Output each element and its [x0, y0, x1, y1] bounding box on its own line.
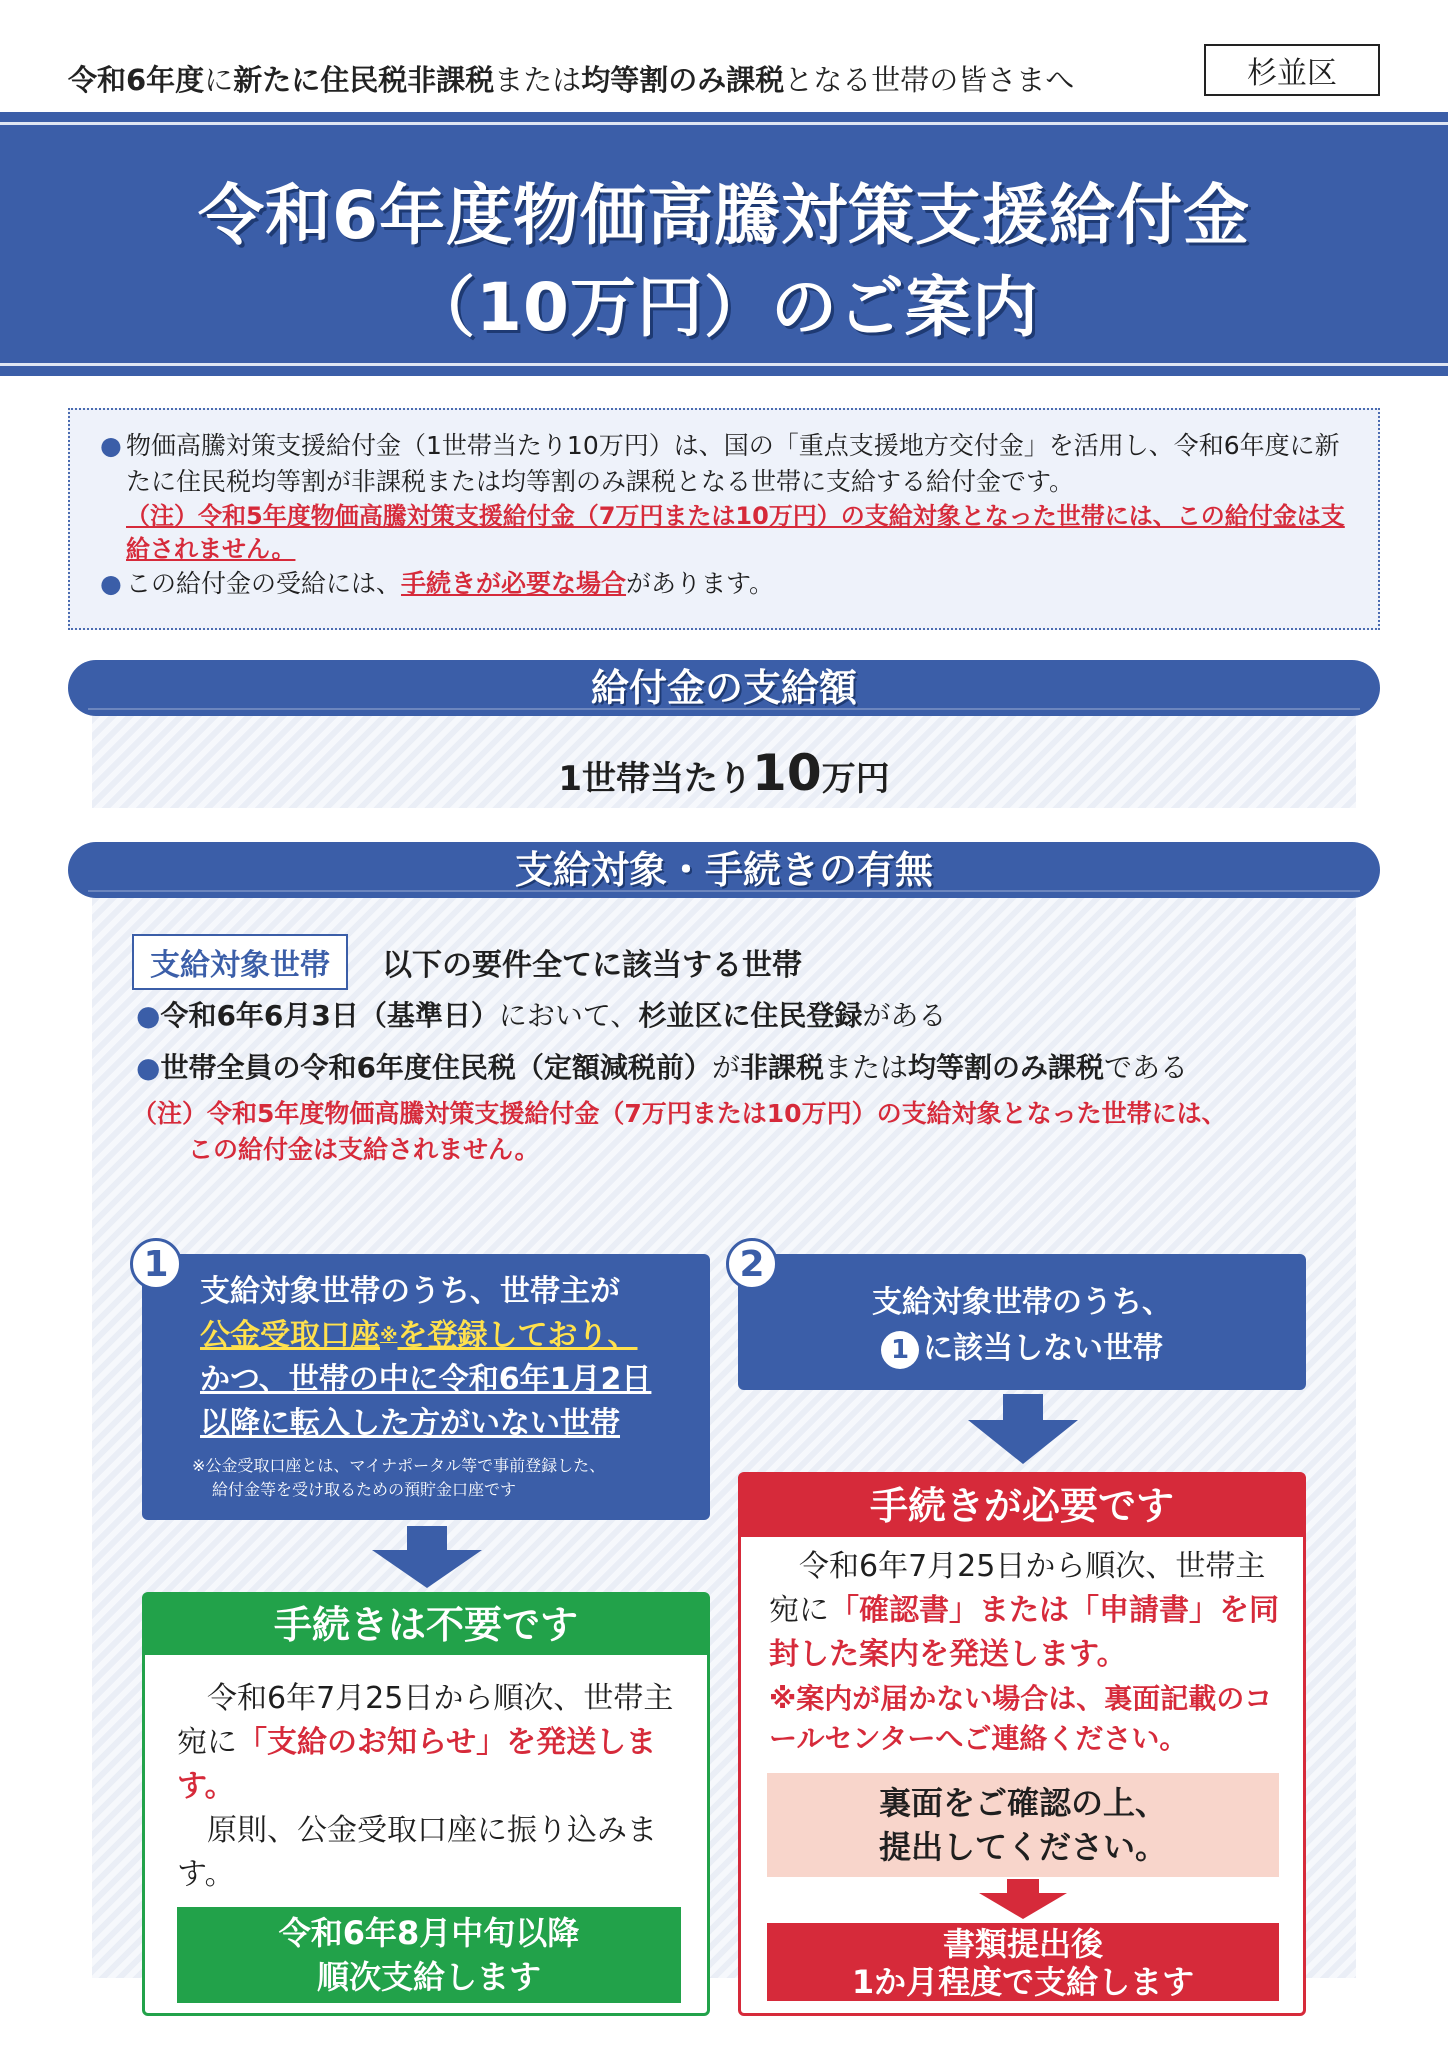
- case-2-line-2: に該当しない世帯: [923, 1331, 1163, 1366]
- bullet-icon: ●: [136, 1051, 161, 1084]
- case-1-line-2: を登録しており、: [397, 1318, 638, 1353]
- condition-2: [136, 1046, 1188, 1086]
- audience-bold-3: 均等割のみ課税: [581, 63, 785, 97]
- case-2-line-1: 支給対象世帯のうち、: [872, 1285, 1172, 1320]
- intro-text-2a: この給付金の受給には、: [126, 569, 402, 598]
- audience-bold-2: 新たに住民税非課税: [233, 63, 495, 97]
- cond1-end: がある: [862, 999, 947, 1032]
- intro-text-2b: があります。: [626, 569, 775, 598]
- procedure-text-1: 令和6年7月25日から順次、世帯主宛に: [769, 1549, 1266, 1628]
- target-note-line-1: （注）令和5年度物価高騰対策支援給付金（7万円または10万円）の支給対象となった世帯には、: [132, 1099, 1227, 1128]
- intro-paragraph-1: [100, 428, 1358, 500]
- intro-paragraph-2: [100, 566, 1358, 602]
- peach-line-2: 提出してください。: [878, 1828, 1167, 1866]
- payment-notice-highlight: 「支給のお知らせ」を発送します。: [177, 1725, 657, 1804]
- case-2-number: 2: [726, 1238, 778, 1290]
- case-1-number: 1: [130, 1238, 182, 1290]
- amount-panel: [92, 716, 1356, 808]
- cond2-ga: が: [711, 1051, 740, 1084]
- case-1-line-4: 以降に転入した方がいない世帯: [200, 1406, 620, 1441]
- public-account-highlight: 公金受取口座: [200, 1318, 380, 1353]
- title-line-2: （10万円）のご案内: [409, 269, 1039, 346]
- no-procedure-box: [142, 1592, 710, 2016]
- cond2-end: である: [1104, 1051, 1189, 1084]
- cond2-or: または: [823, 1051, 908, 1084]
- case-1-text: [200, 1270, 651, 1446]
- check-back-box: [767, 1773, 1279, 1877]
- bullet-icon: ●: [100, 569, 122, 598]
- procedure-required-box: [738, 1472, 1306, 2016]
- target-tag: 支給対象世帯: [132, 934, 348, 990]
- audience-line: [68, 58, 1074, 99]
- audience-thin-2: または: [494, 63, 582, 97]
- amount-value: 10: [752, 744, 822, 802]
- procedure-required-highlight: 手続きが必要な場合: [401, 569, 627, 598]
- peach-line-1: 裏面をご確認の上、: [878, 1784, 1167, 1822]
- case-1-line-3: かつ、世帯の中に令和6年1月2日: [200, 1362, 652, 1397]
- case-2-box: [738, 1254, 1306, 1390]
- red-foot-line-2: 1か月程度で支給します: [851, 1963, 1195, 2001]
- case-1-footnote: [192, 1454, 605, 1502]
- document-highlight: 「確認書」または「申請書」を同封した案内を発送します。: [769, 1593, 1279, 1672]
- target-panel: [92, 898, 1356, 2001]
- case-1-box: [142, 1254, 710, 1520]
- title-banner: [0, 112, 1448, 376]
- case-1-reference: 1: [881, 1331, 919, 1369]
- no-procedure-text-2: 原則、公金受取口座に振り込みます。: [177, 1813, 657, 1892]
- amount-heading: 給付金の支給額: [68, 660, 1380, 716]
- amount-prefix: 1世帯当たり: [558, 759, 753, 799]
- target-heading: 支給対象・手続きの有無: [68, 842, 1380, 898]
- condition-1: [136, 994, 946, 1034]
- target-note-line-2: この給付金は支給されません。: [188, 1135, 540, 1164]
- audience-thin-1: に: [204, 63, 234, 97]
- bullet-icon: ●: [100, 431, 122, 460]
- audience-thin-3: となる世帯の皆さまへ: [784, 63, 1075, 97]
- case-1-line-1: 支給対象世帯のうち、世帯主が: [200, 1274, 620, 1309]
- procedure-required-body: [769, 1545, 1289, 1677]
- cond1-text: において、: [498, 999, 639, 1032]
- case-2-text: [738, 1280, 1306, 1372]
- bullet-icon: ●: [136, 999, 161, 1032]
- intro-box: [68, 408, 1380, 630]
- amount-text: [92, 744, 1356, 802]
- cond2-household: 世帯全員の令和6年度住民税（定額減税前）: [160, 1051, 712, 1084]
- footnote-line-2: 給付金等を受け取るための預貯金口座です: [212, 1480, 517, 1499]
- cond2-equal: 均等割のみ課税: [907, 1051, 1104, 1084]
- cond2-nontax: 非課税: [739, 1051, 824, 1084]
- title-line-1: 令和6年度物価高騰対策支援給付金: [198, 177, 1250, 254]
- ward-label: 杉並区: [1204, 44, 1380, 96]
- intro-note: （注）令和5年度物価高騰対策支援給付金（7万円または10万円）の支給対象となった世帯には、この給付金は支給されません。: [126, 502, 1345, 563]
- amount-unit: 万円: [821, 759, 890, 799]
- intro-text-1: 物価高騰対策支援給付金（1世帯当たり10万円）は、国の「重点支援地方交付金」を活用し、令和6年度に新たに住民税均等割が非課税または均等割のみ課税となる世帯に支給する給付金です。: [126, 431, 1340, 496]
- payment-schedule-green: [177, 1907, 681, 2003]
- red-foot-line-1: 書類提出後: [942, 1925, 1103, 1963]
- payment-schedule-red: [767, 1923, 1279, 2001]
- no-procedure-text-1: 令和6年7月25日から順次、世帯主宛に: [177, 1681, 674, 1760]
- target-description: 以下の要件全てに該当する世帯: [382, 948, 802, 983]
- cond1-date: 令和6年6月3日（基準日）: [160, 999, 499, 1032]
- green-foot-line-1: 令和6年8月中旬以降: [278, 1914, 580, 1952]
- no-procedure-heading: 手続きは不要です: [145, 1595, 707, 1655]
- green-foot-line-2: 順次支給します: [316, 1958, 541, 1996]
- call-center-warning: ※案内が届かない場合は、裏面記載のコールセンターへご連絡ください。: [769, 1682, 1273, 1755]
- target-note: [132, 1096, 1227, 1168]
- audience-bold-1: 令和6年度: [68, 63, 205, 97]
- no-procedure-body: [177, 1677, 697, 1897]
- cond1-registration: 杉並区に住民登録: [638, 999, 863, 1032]
- footnote-line-1: ※公金受取口座とは、マイナポータル等で事前登録した、: [192, 1456, 606, 1475]
- procedure-required-heading: 手続きが必要です: [741, 1475, 1303, 1537]
- footnote-mark: ※: [380, 1325, 398, 1346]
